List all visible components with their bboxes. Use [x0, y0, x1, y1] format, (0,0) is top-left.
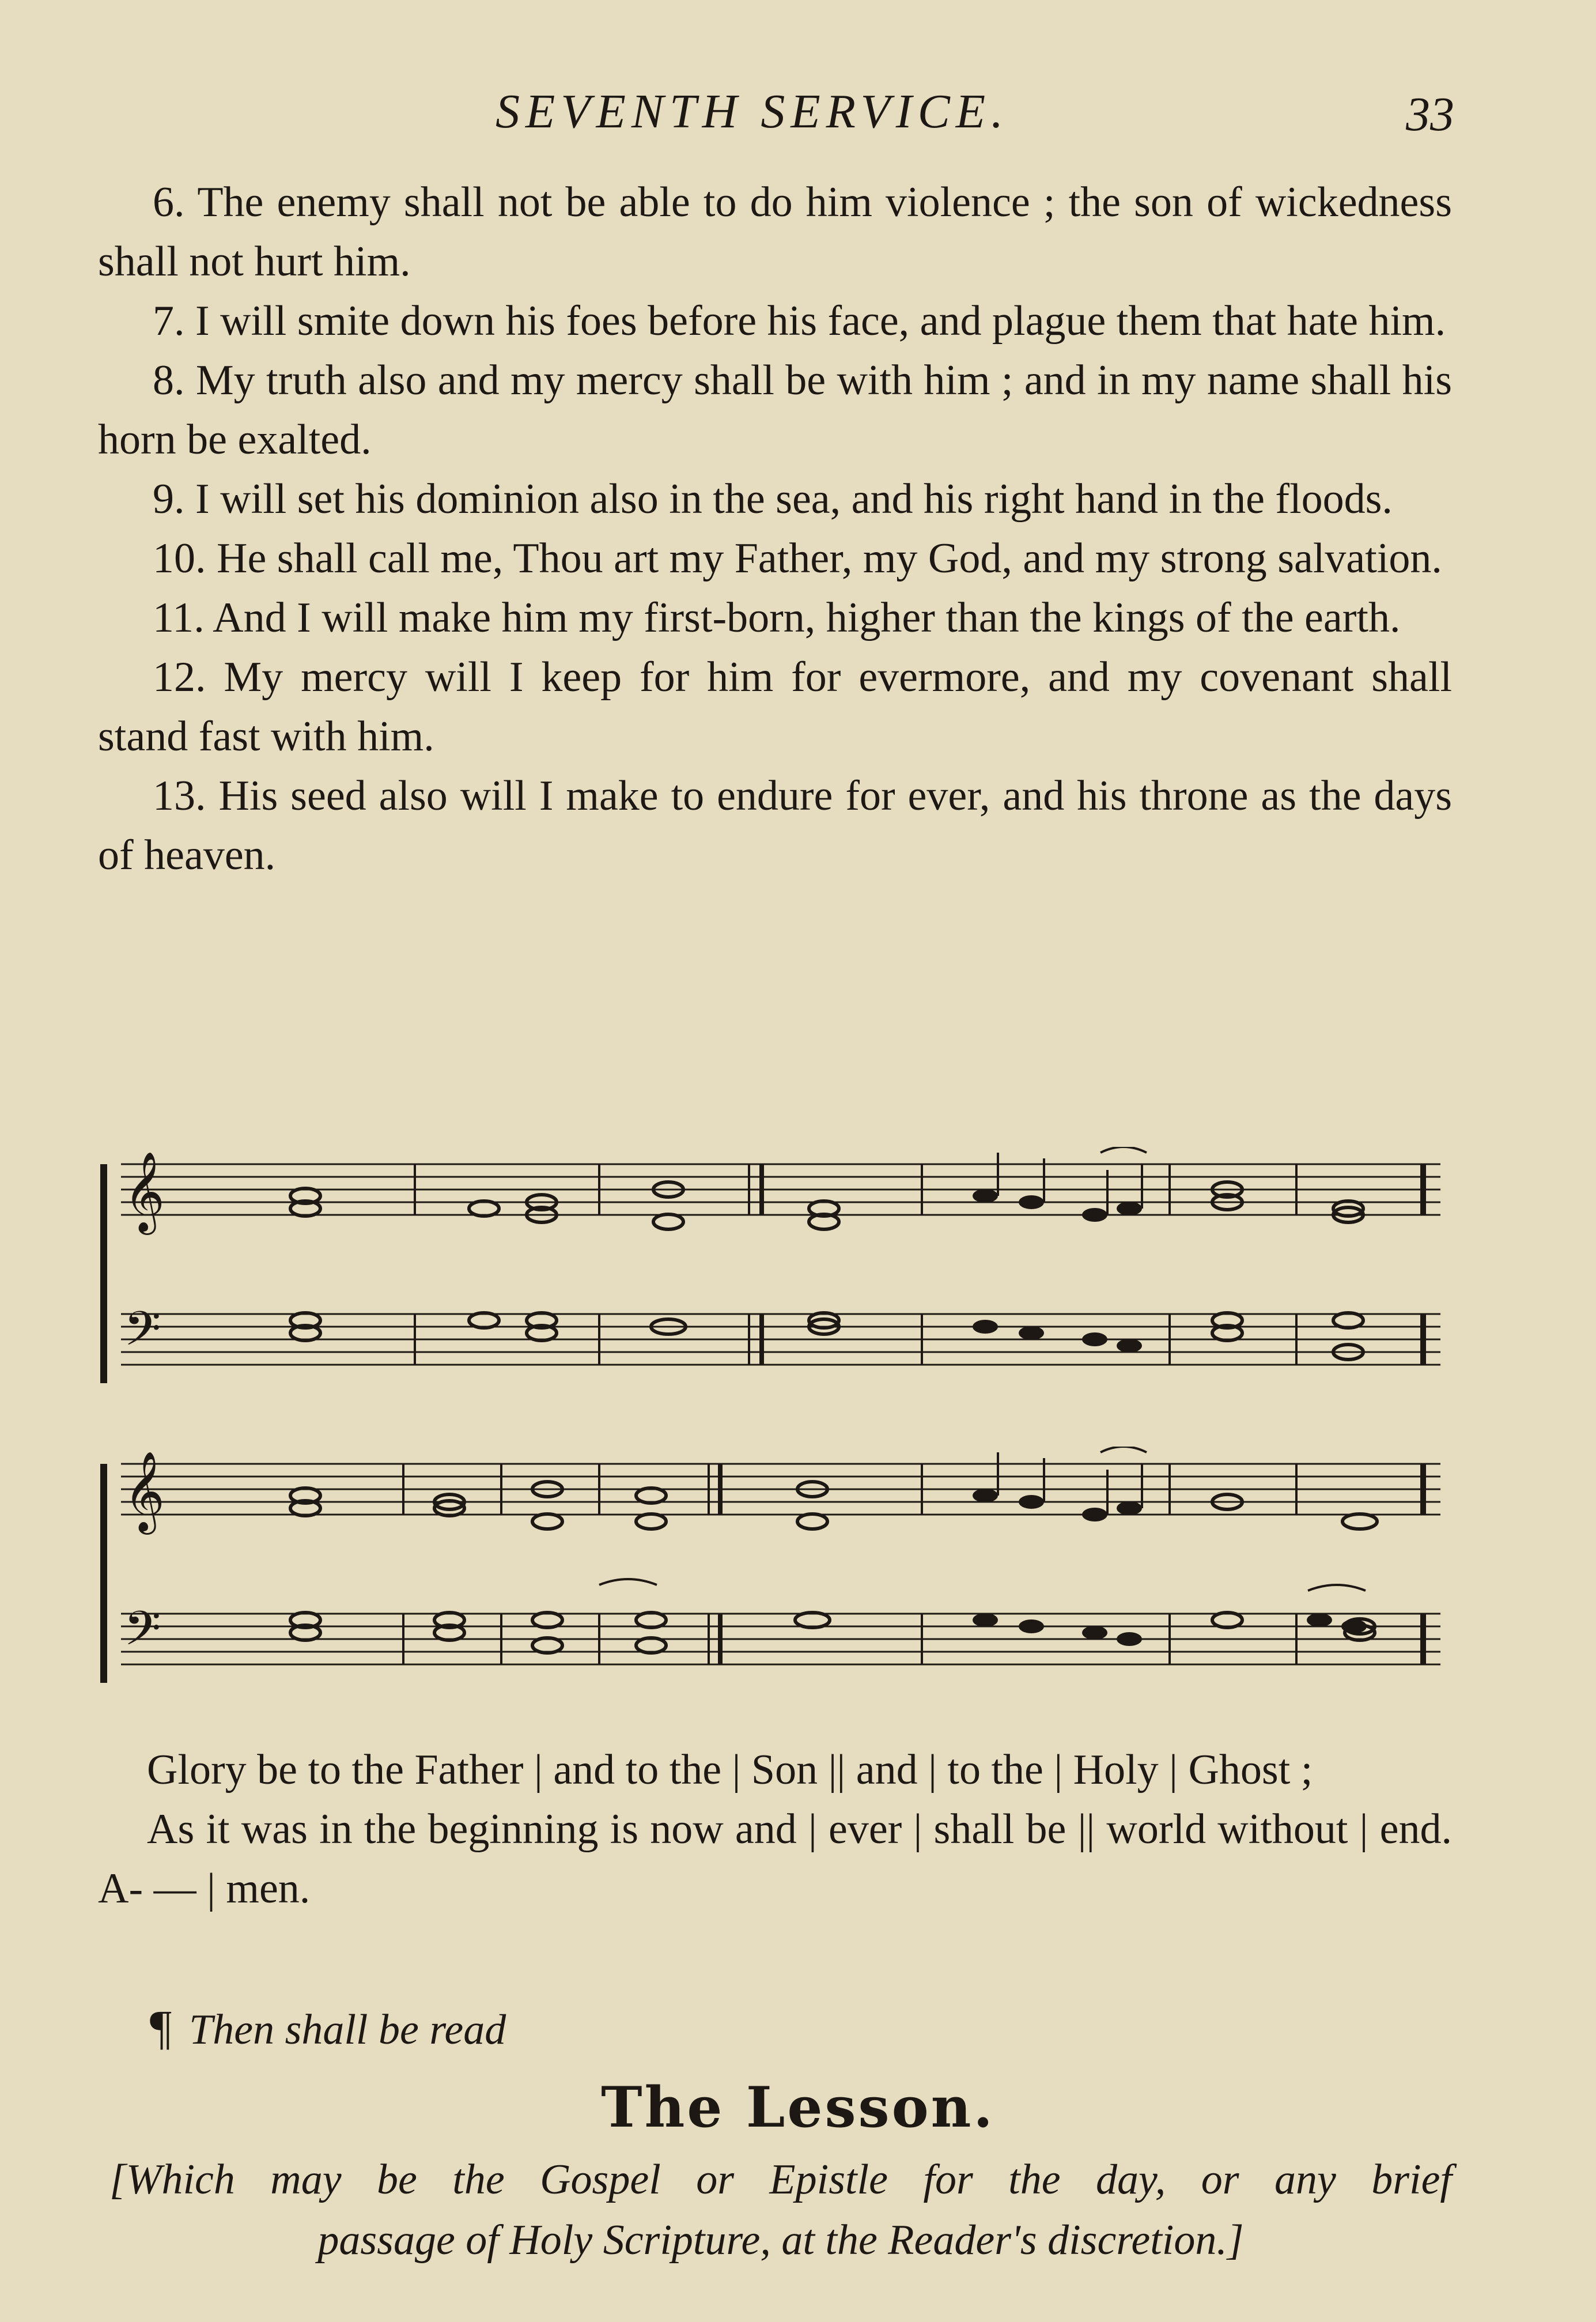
music-staff-icon	[98, 1447, 1458, 1700]
verse: 12. My mercy will I keep for him for evermore, and my covenant shall stand fast with him.	[98, 654, 1452, 760]
verse: 9. I will set his dominion also in the sea, and his right hand in the floods.	[153, 475, 1393, 523]
svg-text:𝄞: 𝄞	[124, 1151, 165, 1232]
svg-text:𝄢: 𝄢	[124, 1600, 161, 1668]
gloria-patri	[98, 1740, 1452, 1919]
gloria-line: Glory be to the Father | and to the | Son || and | to the | Holy | Ghost ;	[147, 1746, 1313, 1794]
svg-text:𝄞: 𝄞	[124, 1451, 165, 1531]
verse: 11. And I will make him my first-born, higher than the kings of the earth.	[153, 594, 1401, 641]
page-number: 33	[1406, 88, 1454, 141]
gloria-line: As it was in the beginning is now and | ever | shall be || world without | end. A- — | men.	[98, 1806, 1452, 1912]
rubric	[150, 2000, 506, 2056]
chant-score-system-2	[98, 1447, 1458, 1700]
lesson-note-line: [Which may be the Gospel or Epistle for the day, or any brief	[109, 2156, 1452, 2203]
verse: 7. I will smite down his foes before his face, and plague them that hate him.	[153, 297, 1446, 345]
verse: 13. His seed also will I make to endure for ever, and his throne as the days of heaven.	[98, 772, 1452, 879]
running-title: SEVENTH SERVICE.	[496, 85, 1009, 138]
psalm-verses	[98, 173, 1452, 885]
svg-text:𝄢: 𝄢	[124, 1301, 161, 1368]
music-staff-icon	[98, 1147, 1458, 1400]
verse: 10. He shall call me, Thou art my Father, my God, and my strong salvation.	[153, 535, 1442, 582]
verse: 8. My truth also and my mercy shall be with him ; and in my name shall his horn be exalted.	[98, 357, 1452, 463]
rubric-text: Then shall be read	[189, 2006, 506, 2053]
lesson-note-line: passage of Holy Scripture, at the Reader's discretion.]	[317, 2217, 1244, 2264]
lesson-instruction	[109, 2150, 1452, 2271]
lesson-heading: The Lesson.	[601, 2075, 995, 2140]
pilcrow-icon: ¶	[150, 2001, 172, 2055]
chant-score-system-1	[98, 1147, 1458, 1400]
verse: 6. The enemy shall not be able to do him violence ; the son of wickedness shall not hurt him.	[98, 179, 1452, 285]
